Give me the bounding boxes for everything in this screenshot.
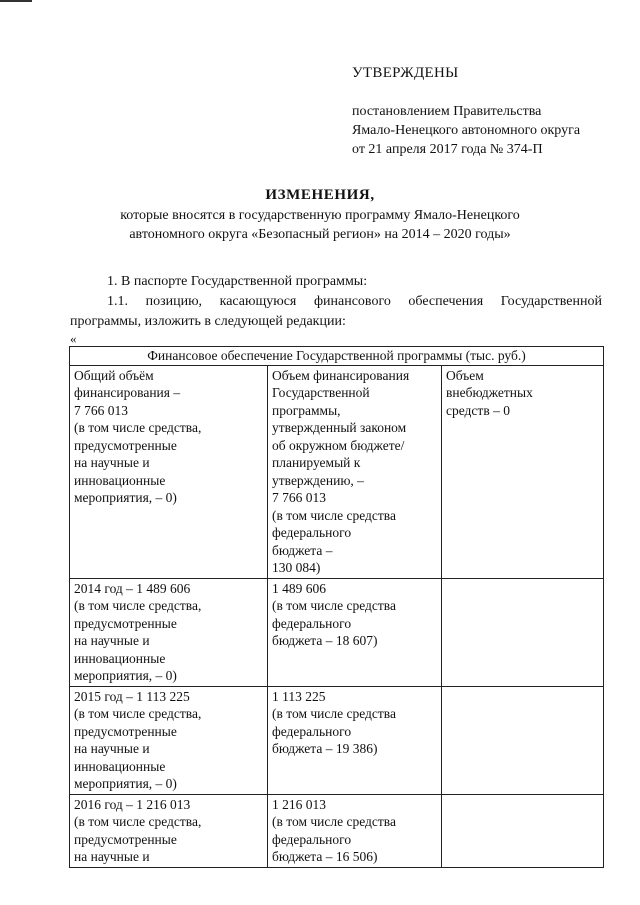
table-row <box>70 794 604 867</box>
budget-financing-cell <box>268 365 442 578</box>
total-financing-cell <box>70 365 268 578</box>
cell-line: бюджета – 16 506) <box>272 849 378 864</box>
table-row <box>70 365 604 578</box>
table-row <box>70 578 604 686</box>
cell-line: федерального <box>272 615 352 631</box>
cell-line: инновационные <box>74 650 166 666</box>
cell-line: внебюджетных <box>446 385 533 400</box>
cell-line: утверждению, – <box>272 472 364 488</box>
cell-line: (в том числе средства <box>272 598 396 613</box>
cell-line: (в том числе средства <box>272 507 396 523</box>
cell-line: инновационные <box>74 472 166 488</box>
cell-line: Объем финансирования <box>272 367 410 383</box>
approved-title: УТВЕРЖДЕНЫ <box>352 65 459 81</box>
paragraph-1-1-line1: 1.1. позицию, касающуюся финансового обеспечения Государственной <box>107 294 602 309</box>
cell-line: (в том числе средства, <box>74 598 202 613</box>
approval-line: от 21 апреля 2017 года № 374-П <box>352 142 543 157</box>
cell-line: 1 113 225 <box>272 688 326 704</box>
cell-line: на научные и <box>74 849 150 864</box>
cell-line: (в том числе средства, <box>74 814 202 829</box>
table-header: Финансовое обеспечение Государственной программы (тыс. руб.) <box>70 347 604 366</box>
cell-line: утвержденный законом <box>272 420 407 435</box>
table-header-row <box>70 347 604 366</box>
cell-line: 1 489 606 <box>272 580 326 596</box>
cell-line: об окружном бюджете/ <box>272 437 405 453</box>
cell-line: на научные и <box>74 633 150 648</box>
open-quote: « <box>70 331 77 346</box>
cell-line: 7 766 013 <box>272 490 326 505</box>
cell-line: (в том числе средства <box>272 706 396 721</box>
cell-line: предусмотренные <box>74 437 177 453</box>
cell-line: бюджета – <box>272 542 333 558</box>
approval-line: Ямало-Ненецкого автономного округа <box>352 123 581 138</box>
cell-line: бюджета – 18 607) <box>272 633 378 648</box>
approval-line: постановлением Правительства <box>352 104 542 119</box>
cell-line: 1 216 013 <box>272 796 326 812</box>
cell-line: мероприятия, – 0) <box>74 776 177 791</box>
year-total-cell <box>70 578 268 686</box>
cell-line: финансирования – <box>74 385 181 400</box>
cell-line: на научные и <box>74 455 150 470</box>
year-offbudget-cell <box>442 686 604 794</box>
cell-line: программы, <box>272 402 341 418</box>
year-budget-cell <box>268 794 442 867</box>
year-total-cell <box>70 794 268 867</box>
document-title: ИЗМЕНЕНИЯ, <box>265 187 375 203</box>
approval-block <box>352 102 622 159</box>
year-total-cell <box>70 686 268 794</box>
year-budget-cell <box>268 686 442 794</box>
subtitle-line: автономного округа «Безопасный регион» на 2014 – 2020 годы» <box>129 227 511 242</box>
year-offbudget-cell <box>442 578 604 686</box>
cell-line: Общий объём <box>74 367 154 383</box>
financing-table <box>69 346 604 868</box>
cell-line: Объем <box>446 367 484 383</box>
cell-line: федерального <box>272 525 352 540</box>
table-row <box>70 686 604 794</box>
offbudget-cell <box>442 365 604 578</box>
subtitle-line: которые вносятся в государственную программу Ямало-Ненецкого <box>120 208 520 223</box>
cell-line: планируемый к <box>272 455 361 470</box>
cell-line: 2015 год – 1 113 225 <box>74 688 190 704</box>
cell-line: средств – 0 <box>446 402 510 418</box>
cell-line: 130 084) <box>272 560 321 575</box>
top-edge-rule <box>0 0 32 2</box>
cell-line: предусмотренные <box>74 831 177 847</box>
cell-line: предусмотренные <box>74 723 177 739</box>
cell-line: федерального <box>272 831 352 847</box>
cell-line: бюджета – 19 386) <box>272 741 378 756</box>
cell-line: (в том числе средства, <box>74 706 202 721</box>
cell-line: мероприятия, – 0) <box>74 668 177 683</box>
cell-line: 2016 год – 1 216 013 <box>74 796 191 812</box>
cell-line: Государственной <box>272 385 370 400</box>
cell-line: 7 766 013 <box>74 402 128 418</box>
cell-line: (в том числе средства <box>272 814 396 829</box>
cell-line: инновационные <box>74 758 166 774</box>
cell-line: 2014 год – 1 489 606 <box>74 580 191 596</box>
paragraph-1-1-line2: программы, изложить в следующей редакции: <box>70 314 346 329</box>
year-budget-cell <box>268 578 442 686</box>
cell-line: федерального <box>272 723 352 739</box>
cell-line: предусмотренные <box>74 615 177 631</box>
cell-line: мероприятия, – 0) <box>74 490 177 505</box>
cell-line: (в том числе средства, <box>74 420 202 435</box>
document-subtitle <box>0 206 640 244</box>
year-offbudget-cell <box>442 794 604 867</box>
paragraph-1: 1. В паспорте Государственной программы: <box>107 274 368 289</box>
cell-line: на научные и <box>74 741 150 756</box>
